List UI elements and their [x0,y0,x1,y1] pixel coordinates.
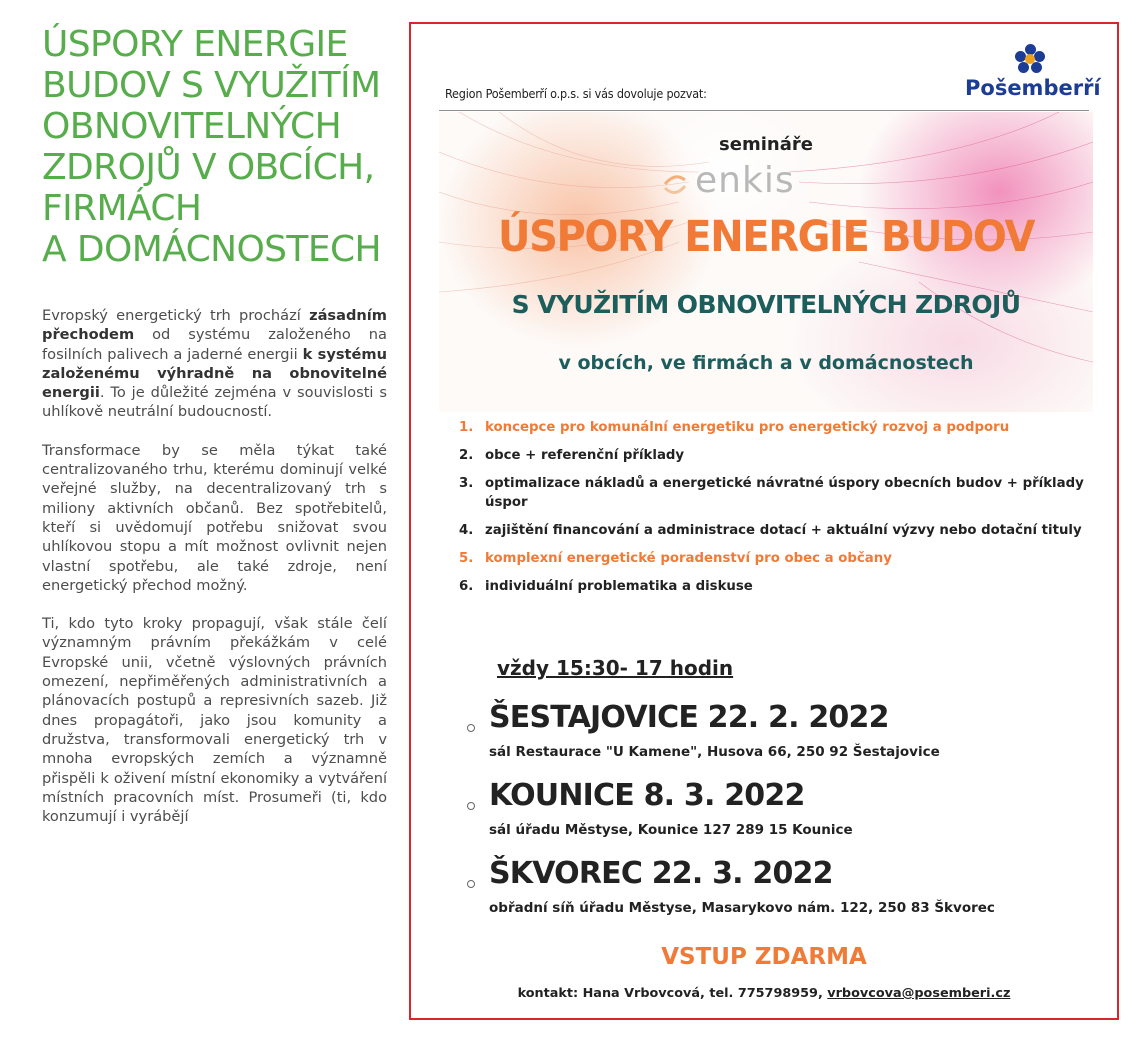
event-place: KOUNICE 8. 3. 2022 [489,778,805,813]
contact-text: kontakt: Hana Vrbovcová, tel. 775798959, [517,986,828,1001]
topic-item: 3. optimalizace nákladů a energetické návratné úspory obecních budov + příklady úspor [459,476,1084,510]
event-place: ŠESTAJOVICE 22. 2. 2022 [489,700,889,735]
event-venue: obřadní síň úřadu Městyse, Masarykovo nám. 122, 250 83 Škvorec [489,900,995,916]
contact-email-link[interactable]: vrbovcova@posemberi.cz [827,986,1011,1001]
flower-logo-icon [1015,44,1045,74]
headline-line: BUDOV S VYUŽITÍM [42,65,381,106]
paragraph-2: Transformace by se měla týkat také centralizovaného trhu, kterému dominují velké veřejné služby, na decentralizovaný trh s miliony aktivních občanů. Bez spotřebitelů, kteří si uvědomují potřebu snižovat svou uhlíkovou stopu a mít možnost ovlivnit nejen vlastní spotřebu, ale také zdroje, není energetický přechod možný. [42,441,387,594]
p1-text-3: . To je důležité zejména v souvislosti s uhlíkově neutrální budoucností. [42,384,387,421]
headline-line: ZDROJŮ V OBCÍCH, [42,147,375,188]
bullet-icon [467,880,475,888]
topic-item: 2. obce + referenční příklady [459,448,685,463]
poster-audience: v obcích, ve firmách a v domácnostech [558,352,974,374]
seminar-time: vždy 15:30- 17 hodin [497,656,734,680]
p1-bold-2: k systému založenému výhradně na obnovitelné energii [42,345,387,402]
seminar-label: semináře [719,134,813,155]
event-venue: sál úřadu Městyse, Kounice 127 289 15 Kounice [489,822,853,838]
contact-line [411,986,1117,1001]
divider [439,110,1089,111]
article-headline [42,24,387,270]
seminar-poster [409,22,1119,1020]
headline-line: OBNOVITELNÝCH [42,106,342,147]
article-body [42,306,387,826]
p1-bold-1: zásadním přechodem [42,307,387,344]
headline-line: ÚSPORY ENERGIE [42,24,348,65]
free-entry: VSTUP ZDARMA [661,944,867,970]
topic-item: 5. komplexní energetické poradenství pro obec a občany [459,551,892,566]
enkis-swirl-icon [661,170,689,198]
bullet-icon [467,724,475,732]
logo-text: Pošemberří [965,76,1101,100]
invitation-line: Region Pošemberří o.p.s. si vás dovoluje pozvat: [445,86,707,101]
poster-title: ÚSPORY ENERGIE BUDOV [497,212,1035,262]
posemberi-logo [965,44,1101,100]
topic-item: 4. zajištění financování a administrace dotací + aktuální výzvy nebo dotační tituly [459,523,1082,538]
bullet-icon [467,802,475,810]
paragraph-1 [42,306,387,422]
event-venue: sál Restaurace "U Kamene", Husova 66, 250 92 Šestajovice [489,744,940,760]
topic-item: 6. individuální problematika a diskuse [459,579,753,594]
poster-subtitle: S VYUŽITÍM OBNOVITELNÝCH ZDROJŮ [511,290,1021,319]
article [42,24,387,845]
topic-list [459,418,1099,605]
enkis-brand: enkis [695,160,795,201]
headline-line: FIRMÁCH [42,188,202,229]
paragraph-3: Ti, kdo tyto kroky propagují, však stále čelí významným právním překážkám v celé Evropské unii, včetně výslovných právních omezení, nepřiměřených administrativních a plánovacích postupů a represivních sazeb. Již dnes propagátoři, jako jsou komunity a družstva, transformovali energetický trh v mnoha evropských zemích a významně přispěli k oživení místní ekonomiky a vytváření místních pracovních míst. Prosumeři (ti, kdo konzumují i vyrábějí [42,615,387,826]
poster-banner [439,112,1093,412]
p1-text-2: od systému založeného na fosilních palivech a jaderné energii [42,326,387,363]
p1-text-1: Evropský energetický trh prochází [42,307,310,324]
headline-line: A DOMÁCNOSTECH [42,229,381,270]
topic-item: 1. koncepce pro komunální energetiku pro energetický rozvoj a podporu [459,420,1010,435]
event-place: ŠKVOREC 22. 3. 2022 [489,856,833,891]
